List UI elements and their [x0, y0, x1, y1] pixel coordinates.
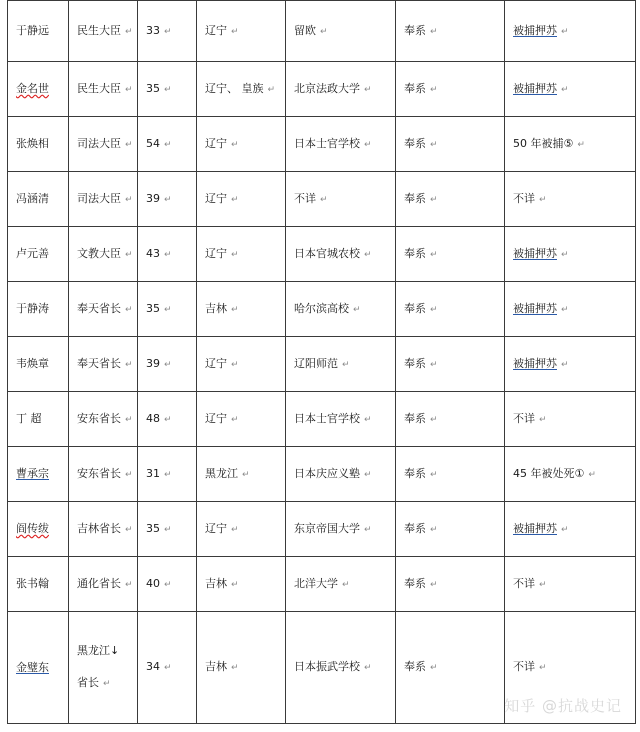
faction-cell: 奉系 ↵ [396, 392, 505, 447]
table-row [8, 227, 636, 282]
table-row [8, 447, 636, 502]
education-cell: 东京帝国大学 ↵ [286, 502, 396, 557]
age-cell: 35 ↵ [138, 62, 197, 117]
name-cell: 韦焕章 [8, 337, 69, 392]
table-row [8, 117, 636, 172]
faction-cell: 奉系 ↵ [396, 1, 505, 62]
age-cell: 43 ↵ [138, 227, 197, 282]
origin-cell: 辽宁 ↵ [197, 117, 286, 172]
origin-cell: 辽宁 ↵ [197, 172, 286, 227]
education-cell: 日本庆应义塾 ↵ [286, 447, 396, 502]
title-cell: 民生大臣 ↵ [69, 62, 138, 117]
name-cell: 丁 超 [8, 392, 69, 447]
fate-cell: 不详 ↵ [505, 557, 636, 612]
title-cell: 奉天省长 ↵ [69, 337, 138, 392]
fate-cell: 被捕押苏 ↵ [505, 62, 636, 117]
age-cell: 40 ↵ [138, 557, 197, 612]
fate-cell: 不详 ↵ [505, 612, 636, 724]
fate-cell: 45 年被处死① ↵ [505, 447, 636, 502]
fate-cell: 被捕押苏 ↵ [505, 502, 636, 557]
faction-cell: 奉系 ↵ [396, 337, 505, 392]
age-cell: 31 ↵ [138, 447, 197, 502]
title-cell: 安东省长 ↵ [69, 392, 138, 447]
name-cell: 张书翰 [8, 557, 69, 612]
education-cell: 日本官城农校 ↵ [286, 227, 396, 282]
officials-table [7, 0, 636, 724]
education-cell: 日本士官学校 ↵ [286, 117, 396, 172]
faction-cell: 奉系 ↵ [396, 117, 505, 172]
name-cell: 金名世 [8, 62, 69, 117]
education-cell: 哈尔滨高校 ↵ [286, 282, 396, 337]
fate-cell: 被捕押苏 ↵ [505, 282, 636, 337]
name-cell: 曹承宗 [8, 447, 69, 502]
table-row [8, 502, 636, 557]
title-cell: 司法大臣 ↵ [69, 117, 138, 172]
faction-cell: 奉系 ↵ [396, 227, 505, 282]
age-cell: 39 ↵ [138, 337, 197, 392]
name-cell: 阎传绂 [8, 502, 69, 557]
origin-cell: 辽宁、 皇族 ↵ [197, 62, 286, 117]
faction-cell: 奉系 ↵ [396, 62, 505, 117]
title-cell: 安东省长 ↵ [69, 447, 138, 502]
name-cell: 卢元善 [8, 227, 69, 282]
fate-cell: 不详 ↵ [505, 392, 636, 447]
title-cell: 奉天省长 ↵ [69, 282, 138, 337]
age-cell: 34 ↵ [138, 612, 197, 724]
education-cell: 日本振武学校 ↵ [286, 612, 396, 724]
fate-cell: 被捕押苏 ↵ [505, 337, 636, 392]
education-cell: 北京法政大学 ↵ [286, 62, 396, 117]
name-cell: 金璧东 [8, 612, 69, 724]
table-row [8, 1, 636, 62]
table-row [8, 172, 636, 227]
age-cell: 48 ↵ [138, 392, 197, 447]
education-cell: 不详 ↵ [286, 172, 396, 227]
watermark-text: 知乎 @抗战史记 [504, 697, 622, 715]
origin-cell: 吉林 ↵ [197, 557, 286, 612]
faction-cell: 奉系 ↵ [396, 447, 505, 502]
faction-cell: 奉系 ↵ [396, 282, 505, 337]
origin-cell: 辽宁 ↵ [197, 392, 286, 447]
education-cell: 辽阳师范 ↵ [286, 337, 396, 392]
fate-cell: 不详 ↵ [505, 172, 636, 227]
origin-cell: 辽宁 ↵ [197, 227, 286, 282]
education-cell: 北洋大学 ↵ [286, 557, 396, 612]
origin-cell: 辽宁 ↵ [197, 337, 286, 392]
table-row [8, 62, 636, 117]
title-cell: 文教大臣 ↵ [69, 227, 138, 282]
age-cell: 39 ↵ [138, 172, 197, 227]
faction-cell: 奉系 ↵ [396, 612, 505, 724]
table-row [8, 557, 636, 612]
education-cell: 留欧 ↵ [286, 1, 396, 62]
age-cell: 35 ↵ [138, 282, 197, 337]
origin-cell: 吉林 ↵ [197, 612, 286, 724]
title-cell: 通化省长 ↵ [69, 557, 138, 612]
origin-cell: 黑龙江 ↵ [197, 447, 286, 502]
origin-cell: 辽宁 ↵ [197, 502, 286, 557]
origin-cell: 辽宁 ↵ [197, 1, 286, 62]
title-cell: 民生大臣 ↵ [69, 1, 138, 62]
origin-cell: 吉林 ↵ [197, 282, 286, 337]
age-cell: 54 ↵ [138, 117, 197, 172]
education-cell: 日本士官学校 ↵ [286, 392, 396, 447]
fate-cell: 被捕押苏 ↵ [505, 227, 636, 282]
fate-cell: 被捕押苏 ↵ [505, 1, 636, 62]
title-cell: 吉林省长 ↵ [69, 502, 138, 557]
faction-cell: 奉系 ↵ [396, 557, 505, 612]
name-cell: 于静涛 [8, 282, 69, 337]
name-cell: 于静远 [8, 1, 69, 62]
table-row [8, 282, 636, 337]
age-cell: 33 ↵ [138, 1, 197, 62]
title-cell: 司法大臣 ↵ [69, 172, 138, 227]
table-row [8, 337, 636, 392]
faction-cell: 奉系 ↵ [396, 172, 505, 227]
fate-cell: 50 年被捕⑤ ↵ [505, 117, 636, 172]
age-cell: 35 ↵ [138, 502, 197, 557]
faction-cell: 奉系 ↵ [396, 502, 505, 557]
name-cell: 冯涵清 [8, 172, 69, 227]
table-row [8, 392, 636, 447]
name-cell: 张焕相 [8, 117, 69, 172]
title-cell: 黑龙江↓ 省长 ↵ [69, 612, 138, 724]
